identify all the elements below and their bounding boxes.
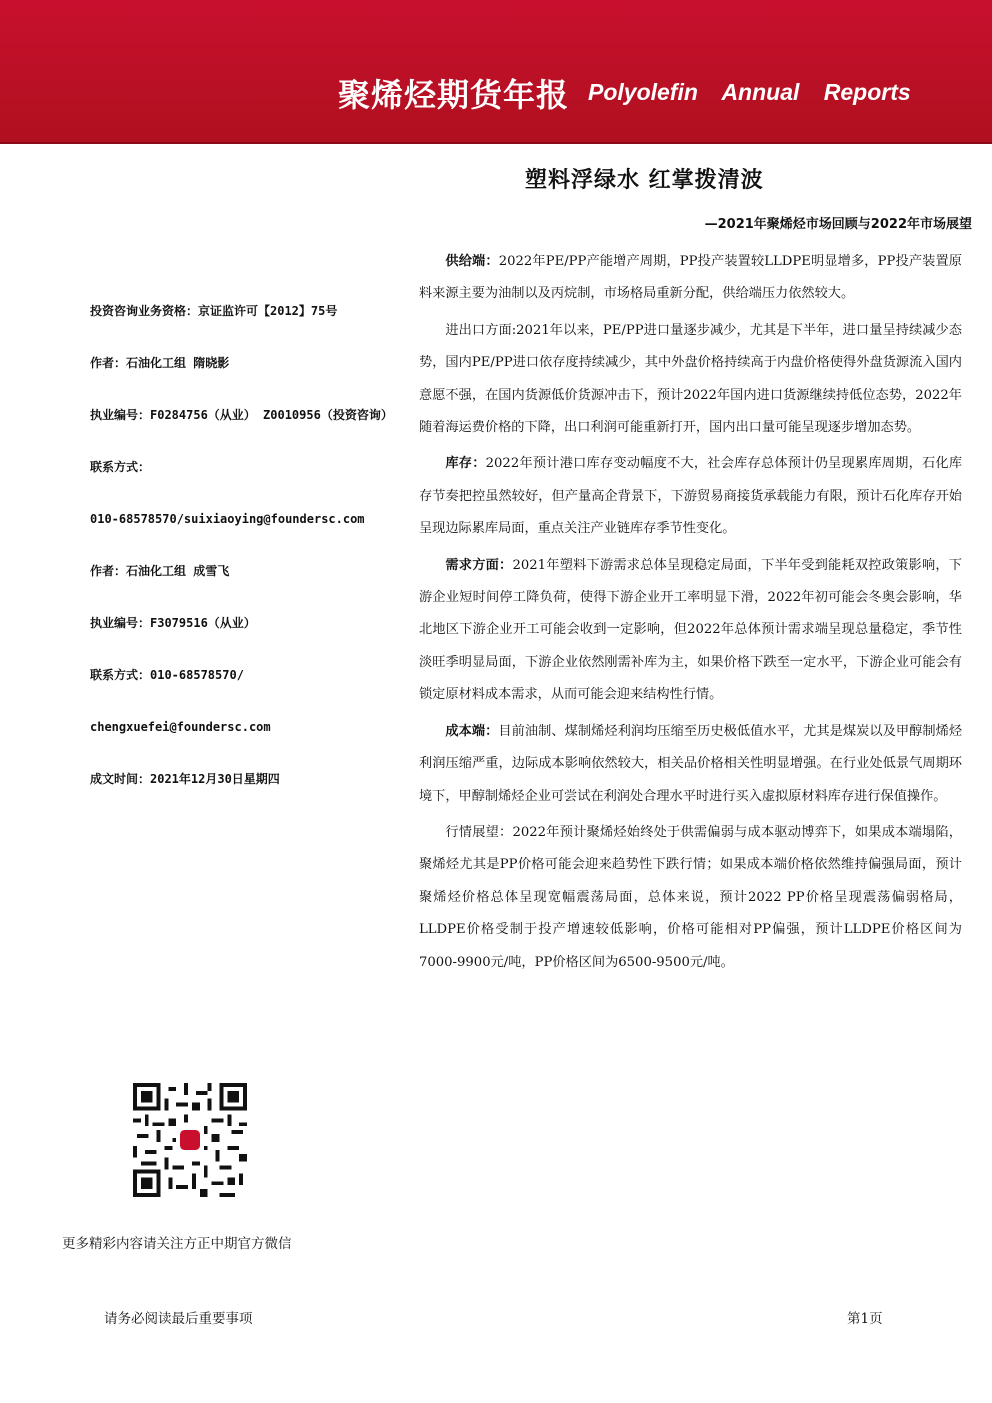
qr-caption: 更多精彩内容请关注方正中期官方微信 [62, 1236, 292, 1252]
header-rule [0, 142, 992, 144]
report-title: 塑料浮绿水 红掌拨清波 [525, 168, 764, 193]
paragraph-demand [419, 550, 962, 712]
date-line: 成文时间：2021年12月30日星期四 [90, 772, 280, 786]
header-title-en: Polyolefin Annual Reports [588, 79, 911, 105]
paragraph-cost [419, 716, 962, 813]
contact-email: 010-68578570/suixiaoying@foundersc.com [90, 512, 365, 526]
contact-email: chengxuefei@foundersc.com [90, 720, 271, 734]
paragraph-lead: 供给端： [445, 254, 499, 269]
paragraph-inventory [419, 448, 962, 545]
author-info-panel [90, 303, 410, 823]
paragraph-import-export [419, 315, 962, 445]
license-line: 投资咨询业务资格：京证监许可【2012】75号 [90, 304, 338, 318]
paragraph-text: 2021年塑料下游需求总体呈现稳定局面，下半年受到能耗双控政策影响，下游企业短时间停工降负荷，使得下游企业开工率明显下滑，2022年初可能会冬奥会影响，华北地区下游企业开工可能会收到一定影响，但2022年总体预计需求端呈现总量稳定，季节性淡旺季明显局面，下游企业依然刚需补库为主，如果价格下跌至一定水平，下游企业可能会有锁定原材料成本需求，从而可能会迎来结构性行情。 [419, 557, 962, 703]
paragraph-text: 目前油制、煤制烯烃利润均压缩至历史极低值水平，尤其是煤炭以及甲醇制烯烃利润压缩严重，边际成本影响依然较大，相关品价格相关性明显增强。在行业处低景气周期环境下，甲醇制烯烃企业可尝试在利润处合理水平时进行买入虚拟原材料库存进行保值操作。 [419, 723, 963, 804]
author-line: 作者：石油化工组 成雪飞 [90, 564, 230, 578]
paragraph-text: 2022年预计港口库存变动幅度不大，社会库存总体预计仍呈现累库周期，石化库存节奏把控虽然较好，但产量高企背景下，下游贸易商接货承载能力有限，预计石化库存开始呈现边际累库局面，重点关注产业链库存季节性变化。 [419, 456, 963, 537]
author-line: 作者：石油化工组 隋晓影 [90, 356, 230, 370]
paragraph-text: 行情展望：2022年预计聚烯烃始终处于供需偏弱与成本驱动博弈下，如果成本端塌陷，聚烯烃尤其是PP价格可能会迎来趋势性下跌行情；如果成本端价格依然维持偏强局面，预计聚烯烃价格总体呈现宽幅震荡局面，总体来说，预计2022 PP价格呈现震荡偏弱格局，LLDPE价格受制于投产增速较低影响，价格可能相对PP偏强，预计LLDPE价格区间为7000-9900元/吨，PP价格区间为6500-9500元/吨。 [419, 824, 962, 970]
report-body [419, 246, 962, 983]
paragraph-text: 进出口方面:2021年以来，PE/PP进口量逐步减少，尤其是下半年，进口量呈持续减少态势，国内PE/PP进口依存度持续减少，其中外盘价格持续高于内盘价格使得外盘货源流入国内意愿不强，在国内货源低价货源冲击下，预计2022年国内进口货源继续持低位态势，2022年随着海运费价格的下降，出口利润可能重新打开，国内出口量可能呈现逐步增加态势。 [419, 322, 962, 436]
contact-label: 联系方式： [90, 460, 151, 474]
contact-label: 联系方式：010-68578570/ [90, 668, 244, 682]
header-title-cn: 聚烯烃期货年报 [338, 76, 570, 114]
footer-notice: 请务必阅读最后重要事项 [104, 1311, 253, 1327]
page-number: 第1页 [847, 1311, 883, 1327]
qr-code-icon [133, 1083, 247, 1197]
paragraph-outlook [419, 817, 962, 979]
paragraph-text: 2022年PE/PP产能增产周期，PP投产装置较LLDPE明显增多，PP投产装置原料来源主要为油制以及丙烷制，市场格局重新分配，供给端压力依然较大。 [419, 254, 962, 302]
registration-line: 执业编号：F0284756（从业） Z0010956（投资咨询） [90, 408, 393, 422]
paragraph-lead: 成本端： [445, 723, 499, 739]
paragraph-supply [419, 246, 962, 311]
paragraph-lead: 需求方面： [445, 557, 513, 573]
registration-line: 执业编号：F3079516（从业） [90, 616, 256, 630]
report-subtitle: —2021年聚烯烃市场回顾与2022年市场展望 [704, 217, 972, 232]
paragraph-lead: 库存： [445, 456, 486, 472]
